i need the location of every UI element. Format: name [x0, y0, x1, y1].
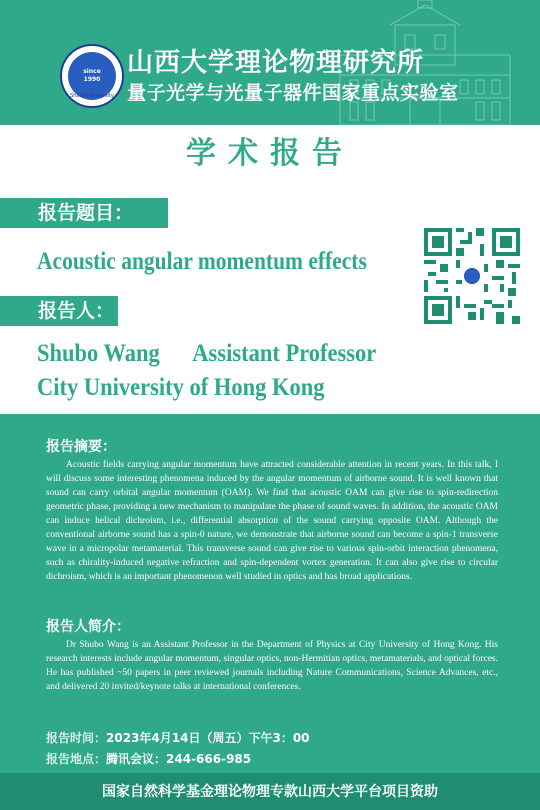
footer — [0, 773, 540, 810]
header — [0, 0, 540, 125]
talk-title: Acoustic angular momentum effects — [37, 248, 367, 275]
bio-text: Dr Shubo Wang is an Assistant Professor in the Department of Physics at City University of Hong Kong. His research interests include angular momentum, singular optics, non-Hermitian optics, metamaterials, and optical forces. He has published ~50 papers in peer reviewed journals including Nature Communications, Science Advances, etc., and delivered 20 invited/keynote talks at international conferences. — [46, 640, 498, 692]
lab-name: 量子光学与光量子器件国家重点实验室 — [127, 82, 459, 104]
speaker-label-text: 报告人： — [38, 300, 115, 322]
speaker-affiliation: City University of Hong Kong — [37, 374, 325, 401]
bio-heading: 报告人简介： — [46, 619, 130, 635]
talk-time-label: 报告时间： — [46, 731, 107, 745]
qr-code-image — [424, 228, 520, 324]
logo-caption: Shanxi University — [70, 93, 114, 99]
institute-name: 山西大学理论物理研究所 — [127, 48, 425, 78]
institute-logo — [60, 44, 124, 108]
talk-place-label: 报告地点： — [46, 752, 107, 766]
talk-title-label-text: 报告题目： — [38, 202, 134, 224]
talk-place — [46, 750, 251, 767]
page-title: 学术报告 — [186, 136, 354, 171]
logo-year: 1990 — [83, 76, 101, 83]
speaker-label — [0, 296, 118, 326]
abstract-text: Acoustic fields carrying angular momentum have attracted considerable attention in recent years. In this talk, I will discuss some interesting phenomena induced by the angular momentum of airborne sound. It is well known that sound can carry orbital angular momentum (OAM). We find that acoustic OAM can give rise to spin-redirection geometric phase, providing a new mechanism to manipulate the phase of sound waves. In addition, the acoustic OAM can induce helical dichroism, i.e., differential absorption of the sound carrying opposite OAM. Although the conventional airborne sound has a spin-0 nature, we demonstrate that airborne sound can become a spin-1 transverse wave in a micropolar metamaterial. This transverse sound can give rise to various spin-orbit interaction phenomena, such as chirality-induced negative refraction and spin-dependent vortex generation. It can also give rise to circular dichroism, which is an important phenomenon well studied in optics and has broad applications. — [46, 460, 498, 582]
qr-code — [424, 228, 520, 324]
talk-time — [46, 729, 310, 746]
logo-since: since — [83, 68, 101, 75]
funding-note: 国家自然科学基金理论物理专款山西大学平台项目资助 — [102, 784, 438, 800]
abstract-heading: 报告摘要： — [46, 439, 116, 455]
talk-title-label — [0, 198, 168, 228]
speaker-name-title: Shubo Wang Assistant Professor — [37, 340, 377, 367]
talk-place-value: 腾讯会议：244-666-985 — [106, 752, 252, 766]
talk-time-value: 2023年4月14日（周五）下午3：00 — [106, 731, 310, 745]
